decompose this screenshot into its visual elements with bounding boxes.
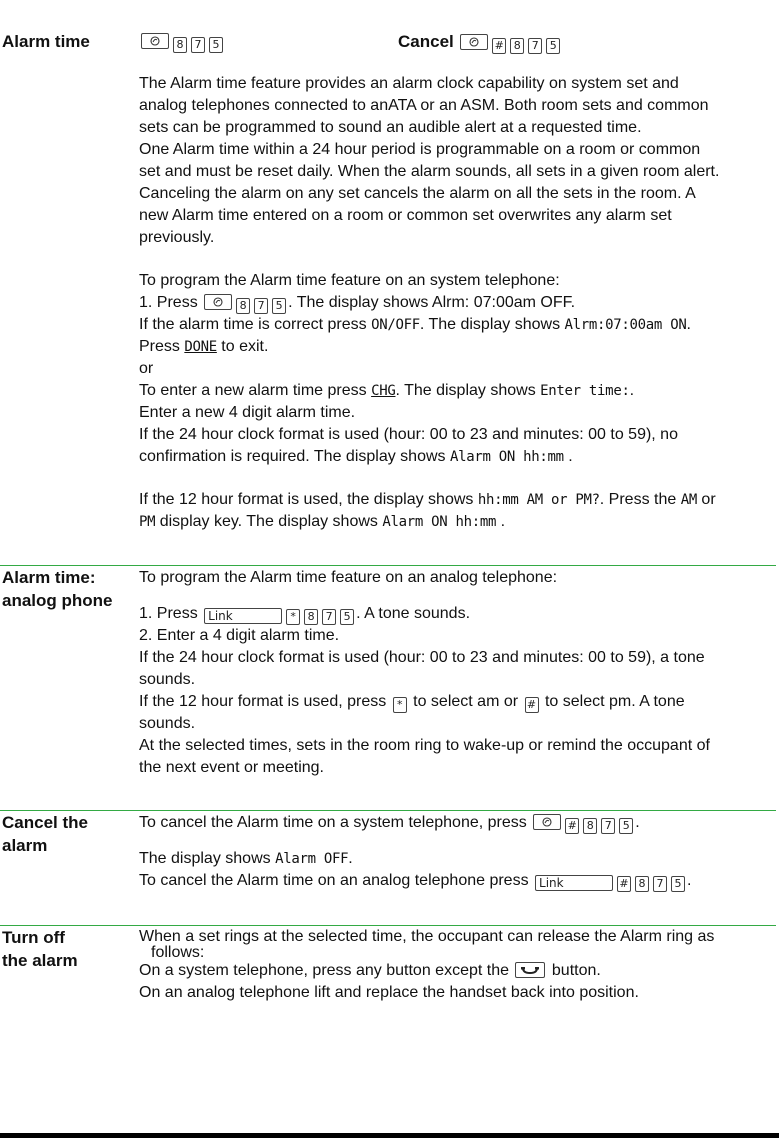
text: .	[687, 872, 692, 889]
onoff-display-key: ON/OFF	[371, 317, 420, 333]
feature-key-icon	[204, 294, 232, 310]
h12-line-2	[139, 511, 775, 533]
turn-off-line-1: When a set rings at the selected time, the occupant can release the Alarm ring as	[139, 928, 715, 945]
text: Press	[139, 338, 185, 355]
section-turn-off-body	[139, 928, 775, 1004]
h24-line-1: If the 24 hour clock format is used (hour: 00 to 23 and minutes: 00 to 59), no	[139, 426, 678, 443]
section-divider	[0, 925, 776, 926]
analog-intro: To program the Alarm time feature on an analog telephone:	[139, 569, 558, 586]
text: or	[696, 491, 716, 508]
turn-off-line-3: On an analog telephone lift and replace the handset back into position.	[139, 984, 639, 1001]
text: If the 12 hour format is used, the display shows	[139, 491, 478, 508]
section-cancel-body	[139, 812, 775, 892]
key-hash: #	[492, 38, 506, 54]
paragraph-line: analog telephones connected to anATA or an ASM. Both room sets and common	[139, 97, 709, 114]
turn-off-line-2	[139, 960, 775, 982]
cancel-analog-line	[139, 870, 775, 892]
press-done-line	[139, 336, 775, 358]
key-8: 8	[304, 609, 318, 625]
key-5: 5	[209, 37, 223, 53]
link-key: Link	[535, 875, 613, 891]
key-5: 5	[340, 609, 354, 625]
h12-line-1	[139, 489, 775, 511]
display-alarm-on-hhmm: Alarm ON hh:mm	[382, 514, 497, 530]
analog-selected-2: the next event or meeting.	[139, 759, 324, 776]
text: .	[629, 382, 635, 399]
analog-selected-1: At the selected times, sets in the room ring to wake-up or remind the occupant of	[139, 737, 710, 754]
text: .	[563, 448, 573, 465]
analog-h24-line-2: sounds.	[139, 671, 196, 688]
label-line: Cancel the	[2, 813, 88, 832]
text: .	[348, 850, 353, 867]
display-ampm: hh:mm AM or PM?	[477, 492, 600, 508]
text: 1. Press	[139, 605, 198, 622]
display-enter-time: Enter time:	[540, 383, 630, 399]
label-line: alarm	[2, 836, 48, 855]
section-divider	[0, 810, 776, 811]
paragraph-line: One Alarm time within a 24 hour period is programmable on a room or common	[139, 141, 701, 158]
new-time-line	[139, 380, 775, 402]
feature-key-icon	[460, 34, 488, 50]
done-display-key: DONE	[184, 339, 217, 355]
section-alarm-time-body	[139, 73, 775, 533]
text: .	[496, 513, 506, 530]
key-5: 5	[619, 818, 633, 834]
key-8: 8	[635, 876, 649, 892]
text: The display shows	[139, 850, 276, 867]
text: . A tone sounds.	[356, 605, 471, 622]
handset-icon	[515, 962, 545, 978]
display-alarm-on-hhmm: Alarm ON hh:mm	[449, 449, 564, 465]
key-8: 8	[510, 38, 524, 54]
key-7: 7	[191, 37, 205, 53]
section-analog-phone-label	[2, 566, 113, 612]
enter-4digit-line: Enter a new 4 digit alarm time.	[139, 404, 356, 421]
chg-display-key: CHG	[371, 383, 396, 399]
text: . The display shows	[419, 316, 565, 333]
cancel-code	[398, 30, 562, 54]
text: to select am or	[413, 693, 519, 710]
label-line: analog phone	[2, 591, 113, 610]
analog-h12-line-1	[139, 691, 775, 713]
paragraph-line: Canceling the alarm on any set cancels the alarm on all the sets in the room. A	[139, 185, 696, 202]
correct-line	[139, 314, 775, 336]
key-hash: #	[617, 876, 631, 892]
label-line: Alarm time:	[2, 568, 96, 587]
key-5: 5	[671, 876, 685, 892]
analog-step-1	[139, 603, 775, 625]
key-star: *	[393, 697, 407, 713]
text: to select pm. A tone	[544, 693, 685, 710]
paragraph-line: set and must be reset daily. When the alarm sounds, all sets in a given room alert.	[139, 163, 720, 180]
cancel-label: Cancel	[398, 32, 454, 51]
analog-step-2: 2. Enter a 4 digit alarm time.	[139, 627, 340, 644]
program-intro: To program the Alarm time feature on an system telephone:	[139, 272, 560, 289]
text: confirmation is required. The display shows	[139, 448, 450, 465]
section-cancel-label	[2, 811, 88, 857]
cancel-display-line	[139, 848, 775, 870]
feature-key-icon	[141, 33, 169, 49]
display-alarm-on: Alrm:07:00am ON	[564, 317, 687, 333]
section-divider	[0, 565, 776, 566]
section-alarm-time-label: Alarm time	[2, 32, 90, 51]
key-8: 8	[236, 298, 250, 314]
text: On a system telephone, press any button except the	[139, 962, 509, 979]
link-key: Link	[204, 608, 282, 624]
key-7: 7	[653, 876, 667, 892]
analog-h12-line-2: sounds.	[139, 715, 196, 732]
text: . Press the	[599, 491, 681, 508]
text: .	[686, 316, 691, 333]
feature-key-icon	[533, 814, 561, 830]
text: . The display shows	[395, 382, 541, 399]
h24-line-2	[139, 446, 775, 468]
cancel-system-line	[139, 812, 775, 834]
page-bottom-rule	[0, 1133, 779, 1138]
pm-display-key: PM	[139, 514, 156, 530]
step-1	[139, 292, 775, 314]
paragraph-line: new Alarm time entered on a room or common set overwrites any alarm set	[139, 207, 672, 224]
key-7: 7	[322, 609, 336, 625]
or-line: or	[139, 360, 154, 377]
text: To enter a new alarm time press	[139, 382, 372, 399]
key-hash: #	[565, 818, 579, 834]
step-1-suffix: . The display shows Alrm: 07:00am OFF.	[288, 294, 576, 311]
key-8: 8	[583, 818, 597, 834]
paragraph-line: The Alarm time feature provides an alarm clock capability on system set and	[139, 75, 679, 92]
paragraph-line: sets can be programmed to sound an audible alert at a requested time.	[139, 119, 642, 136]
section-analog-phone-body	[139, 567, 775, 779]
key-star: *	[286, 609, 300, 625]
alarm-code-keys	[139, 30, 225, 54]
text: display key. The display shows	[155, 513, 383, 530]
key-8: 8	[173, 37, 187, 53]
key-7: 7	[601, 818, 615, 834]
section-turn-off-label	[2, 926, 78, 972]
paragraph-line: previously.	[139, 229, 215, 246]
text: If the 12 hour format is used, press	[139, 693, 387, 710]
display-alarm-off: Alarm OFF	[275, 851, 349, 867]
key-hash: #	[525, 697, 539, 713]
text: button.	[551, 962, 601, 979]
text: If the alarm time is correct press	[139, 316, 372, 333]
text: To cancel the Alarm time on a system telephone, press	[139, 814, 527, 831]
key-7: 7	[254, 298, 268, 314]
step-1-prefix: 1. Press	[139, 294, 198, 311]
analog-h24-line-1: If the 24 hour clock format is used (hour: 00 to 23 and minutes: 00 to 59), a tone	[139, 649, 705, 666]
label-line: the alarm	[2, 951, 78, 970]
key-5: 5	[546, 38, 560, 54]
am-display-key: AM	[680, 492, 697, 508]
turn-off-line-1b: follows:	[151, 944, 205, 961]
text: .	[635, 814, 640, 831]
label-line: Turn off	[2, 928, 65, 947]
text: to exit.	[216, 338, 269, 355]
key-7: 7	[528, 38, 542, 54]
text: To cancel the Alarm time on an analog telephone press	[139, 872, 529, 889]
key-5: 5	[272, 298, 286, 314]
